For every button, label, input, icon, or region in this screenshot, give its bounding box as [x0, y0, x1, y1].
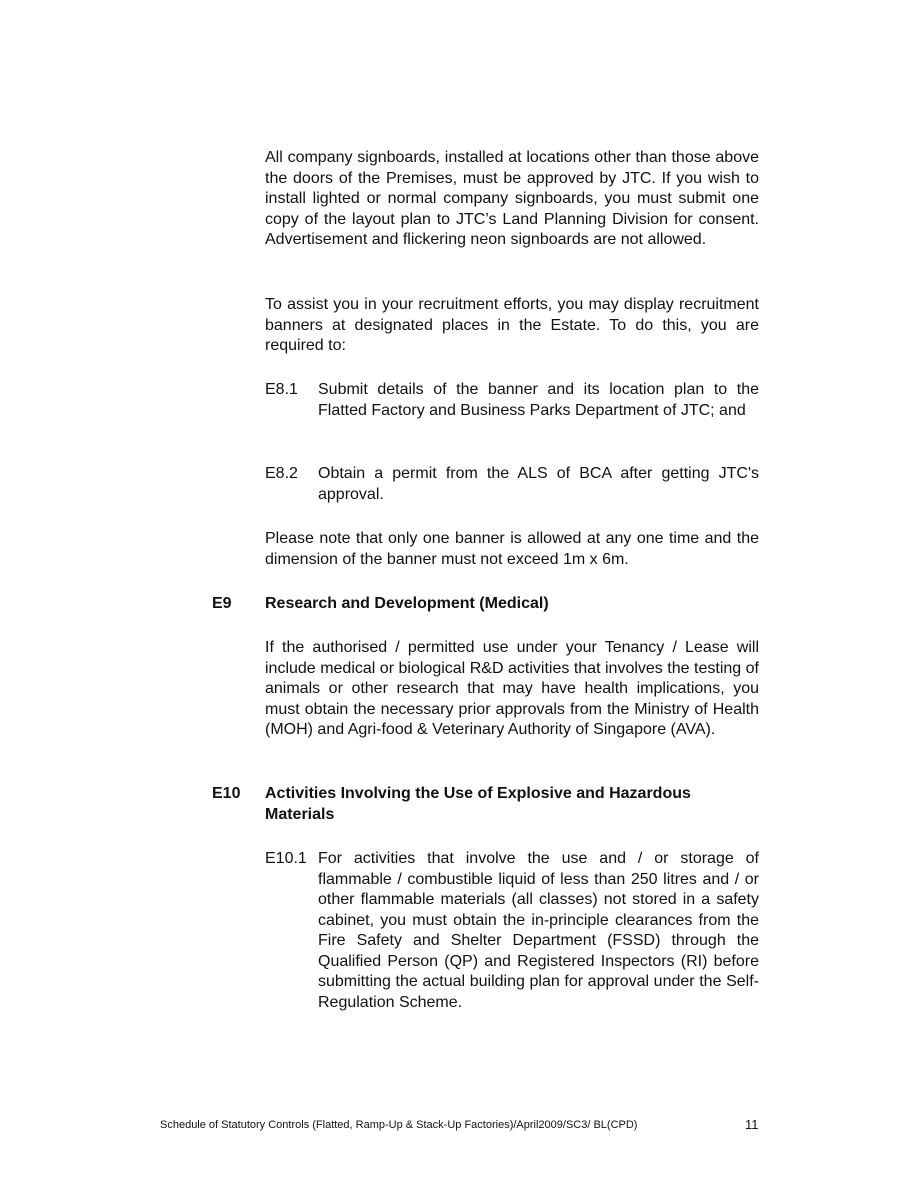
signboards-paragraph: All company signboards, installed at locations other than those above the doors of the Premises, must be approved by JTC. If you wish to install lighted or normal company signboards, you must submit one copy of the layout plan to JTC’s Land Planning Division for consent. Advertisement and flickering neon signboards are not allowed.	[265, 149, 759, 248]
recruitment-paragraph: To assist you in your recruitment efforts, you may display recruitment banners at designated places in the Estate. To do this, you are required to:	[265, 296, 759, 354]
item-text-e10-1: For activities that involve the use and / or storage of flammable / combustible liquid of less than 250 litres and / or other flammable materials (all classes) not stored in a safety cabinet, you must obtain the in-principle clearances from the Fire Safety and Shelter Department (FSSD) through the Qualified Person (QP) and Registered Inspectors (RI) before submitting the actual building plan for approval under the Self-Regulation Scheme.	[318, 850, 759, 1011]
section-e9-paragraph: If the authorised / permitted use under your Tenancy / Lease will include medical or biological R&D activities that involves the testing of animals or other research that may have health implications, you must obtain the necessary prior approvals from the Ministry of Health (MOH) and Agri-food & Veterinary Authority of Singapore (AVA).	[265, 639, 759, 738]
page-number: 11	[745, 1117, 759, 1132]
footer-text: Schedule of Statutory Controls (Flatted, Ramp-Up & Stack-Up Factories)/April2009/SC3/ BL(CPD)	[160, 1119, 638, 1131]
item-text-e8-1: Submit details of the banner and its location plan to the Flatted Factory and Business Parks Department of JTC; and	[318, 381, 759, 419]
section-title-e10: Activities Involving the Use of Explosive and Hazardous Materials	[265, 785, 691, 823]
section-title-e9: Research and Development (Medical)	[265, 595, 549, 612]
banner-note-paragraph: Please note that only one banner is allowed at any one time and the dimension of the banner must not exceed 1m x 6m.	[265, 530, 759, 568]
item-number-e8-2: E8.2	[265, 465, 298, 482]
section-code-e10: E10	[212, 785, 241, 802]
item-text-e8-2: Obtain a permit from the ALS of BCA after getting JTC's approval.	[318, 465, 759, 503]
item-number-e8-1: E8.1	[265, 381, 298, 398]
item-number-e10-1: E10.1	[265, 850, 307, 867]
section-code-e9: E9	[212, 595, 232, 612]
